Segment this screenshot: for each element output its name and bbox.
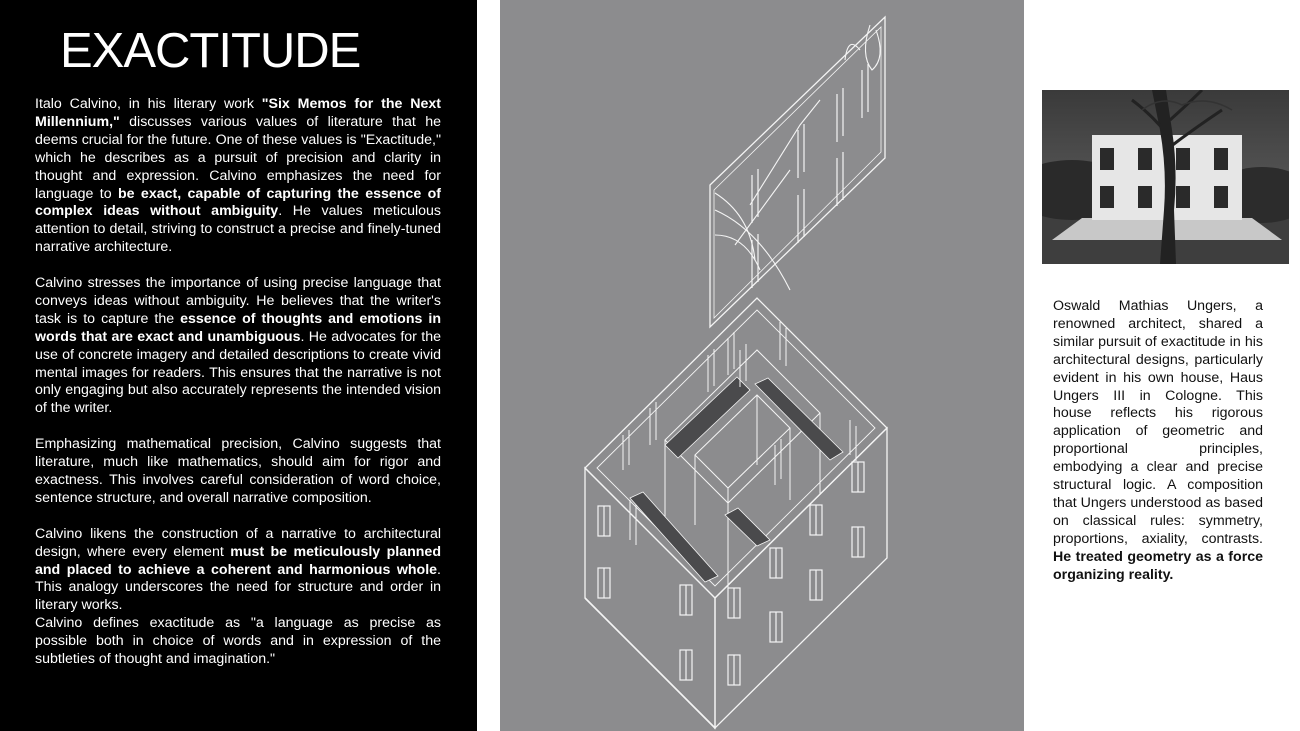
bold-run: essence of thoughts and emotions in words that are exact and unambiguous [35, 310, 441, 345]
intro-paragraph-3: Emphasizing mathematical precision, Calvino suggests that literature, much like mathematics, should aim for rigor and exactness. This involves careful consideration of word choice, sentence structure, and overall narrative composition. [35, 436, 441, 506]
intro-text [35, 96, 441, 669]
text-run: Calvino likens the construction of a narrative to architectural design, where every element [35, 525, 441, 560]
bold-run: "Six Memos for the Next Millennium," [35, 96, 441, 130]
page-title: EXACTITUDE [60, 24, 361, 78]
text-run: Oswald Mathias Ungers, a renowned architect, shared a similar pursuit of exactitude in his architectural designs, particularly evident in his own house, Haus Ungers III in Cologne. This house reflects his rigorous application of geometric and proportional principles, embodying a clear and precise structural logic. A composition that Ungers understood as based on classical rules: symmetry, proportions, axiality, contrasts. [1053, 298, 1263, 547]
caption-text [1053, 298, 1263, 585]
text-run: . He advocates for the use of concrete imagery and detailed descriptions to create vivid mental images for readers. This ensures that the narrative is not only engaging but also accurately represents the intended vision of the writer. [35, 328, 441, 417]
intro-paragraph-1 [35, 96, 441, 257]
intro-paragraph-4 [35, 526, 441, 616]
axonometric-house-drawing-icon [500, 0, 1024, 731]
intro-paragraph-2 [35, 275, 441, 418]
intro-paragraph-5: Calvino defines exactitude as "a language as precise as possible both in choice of words and in expression of the subtleties of thought and imagination." [35, 615, 441, 668]
bold-run: He treated geometry as a force organizing reality. [1053, 548, 1263, 583]
axonometric-drawing-panel [500, 0, 1024, 731]
house-photo-icon [1042, 90, 1289, 264]
left-text-panel [0, 0, 477, 731]
text-run: Calvino stresses the importance of using precise language that conveys ideas without ambiguity. He believes that the writer's task is to capture the [35, 275, 441, 327]
caption-paragraph [1053, 298, 1263, 585]
bold-run: must be meticulously planned and placed to achieve a coherent and harmonious whole [35, 543, 441, 578]
text-run: discusses various values of literature that he deems crucial for the future. One of these values is "Exactitude," which he describes as a pursuit of precision and clarity in thought and expression. Calvino emphasizes the need for language to [35, 113, 441, 202]
text-run: . This analogy underscores the need for structure and order in literary works. [35, 561, 441, 614]
bold-run: be exact, capable of capturing the essence of complex ideas without ambiguity [35, 185, 441, 220]
text-run: . He values meticulous attention to detail, striving to construct a precise and finely-tuned narrative architecture. [35, 203, 442, 256]
text-run: Italo Calvino, in his literary work [35, 96, 262, 112]
house-photo [1042, 90, 1289, 264]
